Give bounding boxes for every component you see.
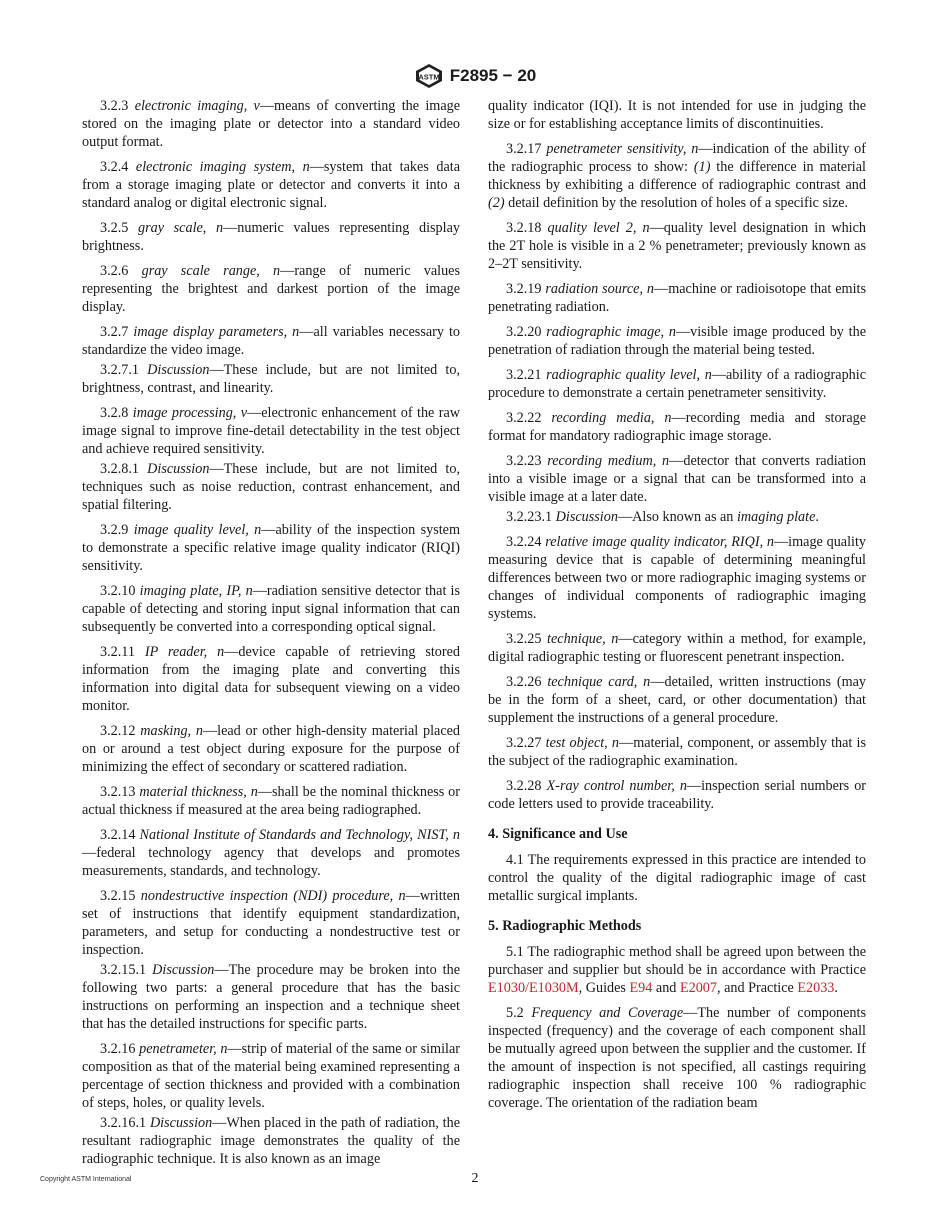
svg-text:ASTM: ASTM — [418, 72, 440, 82]
definition-3-2-14: 3.2.14 National Institute of Standards and Technology, NIST, n—federal technology agency that develops and promotes measurements, standards, and technology. — [82, 827, 460, 879]
definition-3-2-24: 3.2.24 relative image quality indicator, RIQI, n—image quality measuring device that is capable of determining meaningful differences between two or more radiographic imaging systems or changes of individual components of radiographic imaging systems. — [488, 534, 867, 622]
discussion-3-2-15-1: 3.2.15.1 Discussion—The procedure may be broken into the following two parts: a general procedure that has the basic instructions on performing an inspection and a technique sheet that has the detailed instructions for specific parts. — [82, 962, 461, 1032]
definition-3-2-27: 3.2.27 test object, n—material, component, or assembly that is the subject of the radiographic examination. — [488, 735, 867, 769]
definition-3-2-10: 3.2.10 imaging plate, IP, n—radiation sensitive detector that is capable of detecting and storing input signal information that can subsequently be converted into a corresponding optical signal. — [82, 583, 460, 635]
link-e2033[interactable]: E2033 — [797, 980, 835, 996]
discussion-3-2-8-1: 3.2.8.1 Discussion—These include, but are not limited to, techniques such as noise reduction, contrast enhancement, and spatial filtering. — [82, 461, 460, 513]
page-number: 2 — [471, 1171, 479, 1186]
paragraph-4-1: 4.1 The requirements expressed in this practice are intended to control the quality of the digital radiographic image of cast metallic surgical implants. — [488, 852, 866, 904]
definition-3-2-15: 3.2.15 nondestructive inspection (NDI) procedure, n—written set of instructions that identify equipment standardization, parameters, and setup for conducting a nondestructive test or inspection. — [82, 888, 460, 958]
definition-3-2-23: 3.2.23 recording medium, n—detector that converts radiation into a visible image or a signal that can be transformed into a visible image at a later date. — [488, 453, 867, 505]
definition-3-2-19: 3.2.19 radiation source, n—machine or radioisotope that emits penetrating radiation. — [488, 281, 866, 315]
definition-3-2-13: 3.2.13 material thickness, n—shall be the nominal thickness or actual thickness if measured at the area being radiographed. — [82, 784, 460, 818]
link-e1030[interactable]: E1030/E1030M — [488, 980, 579, 996]
definition-3-2-3: 3.2.3 electronic imaging, v—means of converting the image stored on the imaging plate or detector into a standard video output format. — [82, 98, 461, 150]
definition-3-2-9: 3.2.9 image quality level, n—ability of the inspection system to demonstrate a specific relative image quality indicator (RIQI) sensitivity. — [82, 522, 460, 574]
definition-3-2-12: 3.2.12 masking, n—lead or other high-density material placed on or around a test object during exposure for the purpose of minimizing the effect of secondary or scattered radiation. — [82, 723, 461, 775]
definition-3-2-18: 3.2.18 quality level 2, n—quality level designation in which the 2T hole is visible in a 2 % penetrameter; previously known as 2–2T sensitivity. — [488, 220, 867, 272]
continuation-paragraph: quality indicator (IQI). It is not intended for use in judging the size or for establishing acceptance limits of discontinuities. — [488, 98, 866, 132]
right-column — [488, 97, 866, 1119]
definition-3-2-25: 3.2.25 technique, n—category within a method, for example, digital radiographic testing or fluorescent penetrant inspection. — [488, 631, 866, 665]
discussion-3-2-7-1: 3.2.7.1 Discussion—These include, but are not limited to, brightness, contrast, and linearity. — [82, 362, 460, 396]
paragraph-5-1: 5.1 The radiographic method shall be agreed upon between the purchaser and supplier but should be in accordance with Practice E1030/E1030M, Guides E94 and E2007, and Practice E2033. — [488, 944, 866, 996]
discussion-3-2-23-1: 3.2.23.1 Discussion—Also known as an imaging plate. — [506, 509, 819, 525]
link-e2007[interactable]: E2007 — [679, 980, 717, 996]
definition-3-2-7: 3.2.7 image display parameters, n—all variables necessary to standardize the video image. — [82, 324, 460, 358]
section-4-heading: 4. Significance and Use — [488, 826, 628, 842]
section-5-heading: 5. Radiographic Methods — [488, 918, 642, 934]
discussion-3-2-16-1: 3.2.16.1 Discussion—When placed in the path of radiation, the resultant radiographic image demonstrates the quality of the radiographic technique. It is also known as an image — [82, 1115, 460, 1167]
definition-3-2-21: 3.2.21 radiographic quality level, n—ability of a radiographic procedure to demonstrate a certain penetrameter sensitivity. — [488, 367, 867, 401]
definition-3-2-22: 3.2.22 recording media, n—recording media and storage format for mandatory radiographic image storage. — [488, 410, 867, 444]
copyright-notice: Copyright ASTM International — [40, 1176, 132, 1183]
page-header — [0, 62, 950, 90]
definition-3-2-5: 3.2.5 gray scale, n—numeric values representing display brightness. — [82, 220, 460, 254]
definition-3-2-6: 3.2.6 gray scale range, n—range of numeric values representing the brightest and darkest portion of the image display. — [82, 263, 460, 315]
definition-3-2-8: 3.2.8 image processing, v—electronic enhancement of the raw image signal to improve fine-detail detectability in the test object and achieve required sensitivity. — [82, 405, 461, 457]
left-column — [82, 97, 460, 1175]
definition-3-2-17: 3.2.17 penetrameter sensitivity, n—indication of the ability of the radiographic process to show: (1) the difference in material thickness by exhibiting a difference of radiographic contrast and (2) detail definition by the resolution of holes of a specific size. — [488, 141, 866, 211]
definition-3-2-4: 3.2.4 electronic imaging system, n—system that takes data from a storage imaging plate or detector and converts it into a standard analog or digital electronic signal. — [82, 159, 460, 211]
definition-3-2-20: 3.2.20 radiographic image, n—visible image produced by the penetration of radiation through the material being tested. — [488, 324, 866, 358]
definition-3-2-11: 3.2.11 IP reader, n—device capable of retrieving stored information from the imaging plate and converting this information into digital data for subsequent viewing on a video monitor. — [82, 644, 461, 714]
link-e94[interactable]: E94 — [629, 980, 653, 996]
document-id: F2895 − 20 — [449, 66, 537, 85]
definition-3-2-16: 3.2.16 penetrameter, n—strip of material of the same or similar composition as that of the material being examined representing a percentage of section thickness and provided with a combination of steps, holes, or quality levels. — [82, 1041, 460, 1111]
definition-3-2-28: 3.2.28 X-ray control number, n—inspection serial numbers or code letters used to provide traceability. — [488, 778, 867, 812]
paragraph-5-2: 5.2 Frequency and Coverage—The number of components inspected (frequency) and the coverage of each component shall be mutually agreed upon between the supplier and the customer. If the amount of inspection is not specified, all castings requiring radiographic inspection shall receive 100 % radiographic coverage. The orientation of the radiation beam — [488, 1005, 866, 1111]
definition-3-2-26: 3.2.26 technique card, n—detailed, written instructions (may be in the form of a sheet, card, or other documentation) that supplement the instructions of a general procedure. — [488, 674, 866, 726]
astm-logo-icon — [414, 63, 444, 89]
